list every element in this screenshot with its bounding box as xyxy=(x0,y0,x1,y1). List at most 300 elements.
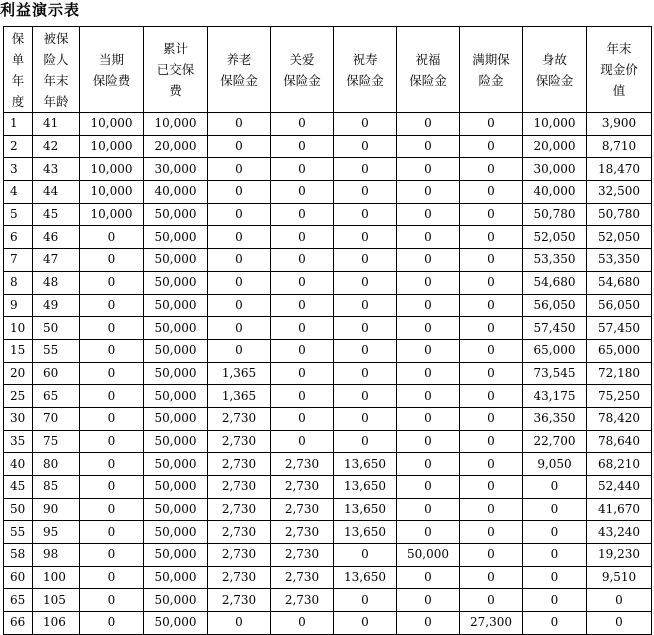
column-header-line: 被保 xyxy=(43,30,69,46)
table-cell: 10,000 xyxy=(80,113,144,136)
table-cell: 50,000 xyxy=(144,249,208,272)
table-cell: 0 xyxy=(460,476,523,499)
table-cell: 0 xyxy=(460,453,523,476)
table-row xyxy=(4,430,652,453)
table-row xyxy=(4,271,652,294)
column-header-line: 已交保 xyxy=(156,62,195,77)
table-cell: 50,000 xyxy=(144,476,208,499)
table-cell: 43 xyxy=(33,158,80,181)
table-cell: 55 xyxy=(4,521,33,544)
table-cell: 0 xyxy=(208,226,271,249)
table-cell: 2,730 xyxy=(271,589,334,612)
table-cell: 0 xyxy=(334,294,397,317)
table-cell: 0 xyxy=(80,339,144,362)
table-cell: 90 xyxy=(33,498,80,521)
table-cell: 2,730 xyxy=(208,521,271,544)
table-cell: 0 xyxy=(397,317,460,340)
table-cell: 2,730 xyxy=(271,521,334,544)
table-cell: 0 xyxy=(334,113,397,136)
table-cell: 50,000 xyxy=(144,203,208,226)
column-header-line: 险人 xyxy=(43,51,69,67)
column-header-line: 单 xyxy=(11,51,25,67)
table-cell: 73,545 xyxy=(523,362,587,385)
table-cell: 0 xyxy=(523,498,587,521)
table-cell: 0 xyxy=(460,135,523,158)
table-cell: 75,250 xyxy=(587,385,652,408)
table-cell: 0 xyxy=(80,362,144,385)
table-cell: 8,710 xyxy=(587,135,652,158)
table-cell: 20,000 xyxy=(144,135,208,158)
column-header-line: 险金 xyxy=(478,72,504,88)
column-header-line: 保 xyxy=(11,30,25,46)
table-row xyxy=(4,203,652,226)
table-cell: 65,000 xyxy=(587,339,652,362)
column-header xyxy=(523,27,587,113)
table-cell: 0 xyxy=(334,612,397,635)
table-cell: 13,650 xyxy=(334,566,397,589)
table-row xyxy=(4,385,652,408)
table-cell: 0 xyxy=(271,158,334,181)
table-cell: 50,000 xyxy=(144,612,208,635)
table-cell: 0 xyxy=(460,158,523,181)
table-cell: 36,350 xyxy=(523,407,587,430)
table-cell: 65 xyxy=(4,589,33,612)
table-cell: 0 xyxy=(80,498,144,521)
table-cell: 0 xyxy=(208,113,271,136)
table-cell: 32,500 xyxy=(587,181,652,204)
column-header-line: 满期保 xyxy=(472,51,510,67)
table-cell: 0 xyxy=(397,362,460,385)
table-cell: 54,680 xyxy=(523,271,587,294)
column-header-line: 保险金 xyxy=(220,72,258,88)
column-header-line: 养老 xyxy=(226,51,252,67)
column-header-line: 年末 xyxy=(606,41,632,56)
table-cell: 9,050 xyxy=(523,453,587,476)
table-cell: 57,450 xyxy=(523,317,587,340)
table-row xyxy=(4,339,652,362)
column-header-line: 关爱 xyxy=(289,51,315,67)
table-cell: 52,050 xyxy=(523,226,587,249)
table-cell: 0 xyxy=(397,521,460,544)
table-row xyxy=(4,158,652,181)
table-cell: 10 xyxy=(4,317,33,340)
column-header xyxy=(80,27,144,113)
table-cell: 0 xyxy=(397,135,460,158)
table-cell: 0 xyxy=(460,181,523,204)
table-header-row xyxy=(4,27,652,113)
table-row xyxy=(4,612,652,635)
table-row xyxy=(4,135,652,158)
table-cell: 0 xyxy=(271,612,334,635)
table-row xyxy=(4,317,652,340)
table-cell: 0 xyxy=(460,113,523,136)
table-cell: 10,000 xyxy=(80,158,144,181)
table-cell: 0 xyxy=(397,339,460,362)
table-cell: 30 xyxy=(4,407,33,430)
table-cell: 98 xyxy=(33,544,80,567)
table-cell: 3,900 xyxy=(587,113,652,136)
table-cell: 35 xyxy=(4,430,33,453)
table-cell: 0 xyxy=(397,181,460,204)
table-cell: 0 xyxy=(523,612,587,635)
table-cell: 0 xyxy=(397,566,460,589)
table-row xyxy=(4,544,652,567)
table-cell: 0 xyxy=(271,203,334,226)
table-cell: 46 xyxy=(33,226,80,249)
table-row xyxy=(4,226,652,249)
table-cell: 0 xyxy=(397,294,460,317)
table-cell: 0 xyxy=(271,249,334,272)
table-row xyxy=(4,113,652,136)
table-cell: 0 xyxy=(460,430,523,453)
column-header xyxy=(271,27,334,113)
table-cell: 0 xyxy=(523,566,587,589)
table-cell: 2 xyxy=(4,135,33,158)
table-cell: 52,050 xyxy=(587,226,652,249)
table-cell: 0 xyxy=(334,407,397,430)
table-cell: 0 xyxy=(208,612,271,635)
table-cell: 0 xyxy=(80,589,144,612)
table-cell: 0 xyxy=(397,158,460,181)
table-cell: 0 xyxy=(334,181,397,204)
table-cell: 50,000 xyxy=(144,453,208,476)
table-cell: 0 xyxy=(523,544,587,567)
column-header xyxy=(460,27,523,113)
table-cell: 10,000 xyxy=(523,113,587,136)
table-cell: 106 xyxy=(33,612,80,635)
table-cell: 50,000 xyxy=(144,544,208,567)
table-cell: 0 xyxy=(80,226,144,249)
table-cell: 95 xyxy=(33,521,80,544)
table-cell: 13,650 xyxy=(334,498,397,521)
table-cell: 10,000 xyxy=(80,135,144,158)
table-cell: 5 xyxy=(4,203,33,226)
table-cell: 68,210 xyxy=(587,453,652,476)
table-cell: 2,730 xyxy=(271,544,334,567)
table-cell: 0 xyxy=(460,271,523,294)
table-cell: 50,780 xyxy=(523,203,587,226)
table-cell: 0 xyxy=(271,181,334,204)
column-header-line: 年龄 xyxy=(43,93,69,109)
table-cell: 0 xyxy=(208,181,271,204)
table-cell: 0 xyxy=(80,521,144,544)
table-row xyxy=(4,498,652,521)
table-cell: 72,180 xyxy=(587,362,652,385)
column-header xyxy=(208,27,271,113)
table-cell: 0 xyxy=(460,498,523,521)
table-cell: 30,000 xyxy=(523,158,587,181)
table-cell: 7 xyxy=(4,249,33,272)
table-cell: 2,730 xyxy=(271,498,334,521)
table-row xyxy=(4,453,652,476)
table-cell: 0 xyxy=(397,476,460,499)
table-cell: 60 xyxy=(4,566,33,589)
table-cell: 0 xyxy=(80,544,144,567)
column-header-line: 保险金 xyxy=(283,72,321,88)
table-cell: 43,175 xyxy=(523,385,587,408)
table-cell: 0 xyxy=(80,317,144,340)
table-cell: 2,730 xyxy=(208,453,271,476)
table-cell: 0 xyxy=(397,407,460,430)
table-cell: 0 xyxy=(208,339,271,362)
table-cell: 0 xyxy=(271,294,334,317)
table-cell: 0 xyxy=(271,362,334,385)
table-cell: 19,230 xyxy=(587,544,652,567)
table-cell: 0 xyxy=(397,498,460,521)
table-row xyxy=(4,362,652,385)
table-cell: 45 xyxy=(33,203,80,226)
table-cell: 10,000 xyxy=(80,203,144,226)
table-cell: 78,420 xyxy=(587,407,652,430)
table-cell: 0 xyxy=(334,203,397,226)
table-cell: 0 xyxy=(523,521,587,544)
table-cell: 50,000 xyxy=(144,566,208,589)
column-header-line: 年末 xyxy=(43,72,69,88)
table-cell: 13,650 xyxy=(334,521,397,544)
table-cell: 0 xyxy=(334,135,397,158)
table-cell: 30,000 xyxy=(144,158,208,181)
table-cell: 0 xyxy=(334,271,397,294)
table-cell: 0 xyxy=(334,544,397,567)
table-cell: 2,730 xyxy=(208,589,271,612)
table-cell: 0 xyxy=(397,453,460,476)
table-cell: 0 xyxy=(80,407,144,430)
table-cell: 0 xyxy=(271,430,334,453)
column-header-line: 度 xyxy=(11,93,25,109)
table-cell: 27,300 xyxy=(460,612,523,635)
table-cell: 25 xyxy=(4,385,33,408)
table-cell: 0 xyxy=(460,407,523,430)
column-header-line: 保险金 xyxy=(535,72,574,88)
table-cell: 43,240 xyxy=(587,521,652,544)
table-cell: 0 xyxy=(460,226,523,249)
table-cell: 2,730 xyxy=(271,566,334,589)
table-cell: 0 xyxy=(80,249,144,272)
column-header-line: 祝寿 xyxy=(352,51,378,67)
table-cell: 0 xyxy=(271,407,334,430)
table-row xyxy=(4,249,652,272)
table-cell: 0 xyxy=(208,203,271,226)
table-cell: 2,730 xyxy=(208,476,271,499)
table-cell: 2,730 xyxy=(271,476,334,499)
table-row xyxy=(4,294,652,317)
table-cell: 65,000 xyxy=(523,339,587,362)
table-cell: 0 xyxy=(587,612,652,635)
table-cell: 44 xyxy=(33,181,80,204)
table-cell: 9,510 xyxy=(587,566,652,589)
table-cell: 53,350 xyxy=(587,249,652,272)
table-cell: 42 xyxy=(33,135,80,158)
table-cell: 41,670 xyxy=(587,498,652,521)
table-cell: 40,000 xyxy=(523,181,587,204)
table-cell: 2,730 xyxy=(208,430,271,453)
table-cell: 50 xyxy=(4,498,33,521)
table-cell: 50,000 xyxy=(144,362,208,385)
table-cell: 0 xyxy=(208,135,271,158)
table-cell: 50,000 xyxy=(144,294,208,317)
table-cell: 70 xyxy=(33,407,80,430)
table-cell: 41 xyxy=(33,113,80,136)
table-cell: 0 xyxy=(334,385,397,408)
table-cell: 13,650 xyxy=(334,476,397,499)
table-cell: 50,780 xyxy=(587,203,652,226)
table-cell: 0 xyxy=(271,271,334,294)
table-cell: 47 xyxy=(33,249,80,272)
table-cell: 20,000 xyxy=(523,135,587,158)
table-cell: 0 xyxy=(271,339,334,362)
table-cell: 0 xyxy=(460,249,523,272)
table-cell: 0 xyxy=(334,317,397,340)
table-cell: 0 xyxy=(587,589,652,612)
table-cell: 0 xyxy=(460,339,523,362)
table-cell: 0 xyxy=(271,317,334,340)
table-cell: 58 xyxy=(4,544,33,567)
table-cell: 0 xyxy=(80,476,144,499)
table-cell: 0 xyxy=(334,158,397,181)
column-header-line: 祝福 xyxy=(415,51,441,67)
table-cell: 50 xyxy=(33,317,80,340)
table-cell: 1,365 xyxy=(208,362,271,385)
table-cell: 20 xyxy=(4,362,33,385)
column-header xyxy=(4,27,33,113)
table-cell: 1,365 xyxy=(208,385,271,408)
table-cell: 2,730 xyxy=(208,566,271,589)
column-header-line: 现金价 xyxy=(600,62,638,77)
table-row xyxy=(4,181,652,204)
table-cell: 105 xyxy=(33,589,80,612)
table-cell: 0 xyxy=(460,294,523,317)
table-cell: 0 xyxy=(460,203,523,226)
table-cell: 50,000 xyxy=(397,544,460,567)
table-cell: 85 xyxy=(33,476,80,499)
column-header-line: 值 xyxy=(612,83,626,98)
table-cell: 9 xyxy=(4,294,33,317)
table-cell: 66 xyxy=(4,612,33,635)
table-cell: 75 xyxy=(33,430,80,453)
column-header-line: 保险金 xyxy=(346,72,384,88)
column-header-line: 保险金 xyxy=(409,72,447,88)
column-header-line: 保险费 xyxy=(92,72,131,88)
table-cell: 0 xyxy=(80,453,144,476)
table-cell: 50,000 xyxy=(144,430,208,453)
table-cell: 65 xyxy=(33,385,80,408)
table-cell: 22,700 xyxy=(523,430,587,453)
table-cell: 4 xyxy=(4,181,33,204)
table-cell: 56,050 xyxy=(587,294,652,317)
column-header-line: 年 xyxy=(11,72,25,88)
column-header xyxy=(33,27,80,113)
table-cell: 50,000 xyxy=(144,589,208,612)
table-row xyxy=(4,589,652,612)
table-cell: 40,000 xyxy=(144,181,208,204)
table-cell: 6 xyxy=(4,226,33,249)
table-cell: 0 xyxy=(271,226,334,249)
table-cell: 10,000 xyxy=(144,113,208,136)
table-cell: 0 xyxy=(334,589,397,612)
column-header xyxy=(144,27,208,113)
table-cell: 0 xyxy=(460,544,523,567)
table-cell: 52,440 xyxy=(587,476,652,499)
table-cell: 8 xyxy=(4,271,33,294)
table-cell: 50,000 xyxy=(144,339,208,362)
table-cell: 15 xyxy=(4,339,33,362)
table-cell: 45 xyxy=(4,476,33,499)
table-cell: 0 xyxy=(271,113,334,136)
table-cell: 0 xyxy=(397,589,460,612)
table-cell: 13,650 xyxy=(334,453,397,476)
table-cell: 0 xyxy=(208,317,271,340)
table-cell: 50,000 xyxy=(144,407,208,430)
table-cell: 0 xyxy=(80,294,144,317)
table-cell: 0 xyxy=(80,612,144,635)
table-cell: 50,000 xyxy=(144,385,208,408)
table-cell: 0 xyxy=(334,339,397,362)
table-cell: 0 xyxy=(523,589,587,612)
column-header-line: 身故 xyxy=(541,51,567,67)
table-cell: 100 xyxy=(33,566,80,589)
benefit-table xyxy=(3,26,652,635)
table-body xyxy=(4,113,652,635)
table-cell: 0 xyxy=(397,271,460,294)
table-cell: 0 xyxy=(271,135,334,158)
table-cell: 57,450 xyxy=(587,317,652,340)
table-cell: 0 xyxy=(334,249,397,272)
table-cell: 48 xyxy=(33,271,80,294)
table-cell: 54,680 xyxy=(587,271,652,294)
table-cell: 50,000 xyxy=(144,521,208,544)
table-cell: 0 xyxy=(397,612,460,635)
table-cell: 0 xyxy=(334,226,397,249)
table-cell: 0 xyxy=(80,385,144,408)
table-cell: 1 xyxy=(4,113,33,136)
table-cell: 0 xyxy=(80,430,144,453)
table-cell: 0 xyxy=(460,589,523,612)
table-cell: 10,000 xyxy=(80,181,144,204)
table-cell: 0 xyxy=(460,317,523,340)
table-cell: 2,730 xyxy=(208,544,271,567)
table-cell: 0 xyxy=(208,294,271,317)
table-cell: 80 xyxy=(33,453,80,476)
table-cell: 2,730 xyxy=(208,498,271,521)
table-cell: 0 xyxy=(460,521,523,544)
table-cell: 0 xyxy=(80,271,144,294)
column-header-line: 累计 xyxy=(162,41,188,56)
table-cell: 0 xyxy=(397,430,460,453)
column-header-line: 当期 xyxy=(98,51,124,67)
table-cell: 0 xyxy=(397,203,460,226)
table-cell: 2,730 xyxy=(208,407,271,430)
table-cell: 0 xyxy=(334,362,397,385)
table-cell: 0 xyxy=(460,385,523,408)
table-cell: 49 xyxy=(33,294,80,317)
table-cell: 0 xyxy=(80,566,144,589)
table-cell: 78,640 xyxy=(587,430,652,453)
table-cell: 2,730 xyxy=(271,453,334,476)
table-cell: 0 xyxy=(208,249,271,272)
table-cell: 18,470 xyxy=(587,158,652,181)
column-header-line: 费 xyxy=(169,83,182,98)
table-cell: 50,000 xyxy=(144,498,208,521)
table-cell: 0 xyxy=(334,430,397,453)
table-cell: 0 xyxy=(397,385,460,408)
table-cell: 60 xyxy=(33,362,80,385)
table-cell: 53,350 xyxy=(523,249,587,272)
table-row xyxy=(4,476,652,499)
table-cell: 40 xyxy=(4,453,33,476)
table-cell: 3 xyxy=(4,158,33,181)
column-header xyxy=(587,27,652,113)
table-cell: 0 xyxy=(271,385,334,408)
